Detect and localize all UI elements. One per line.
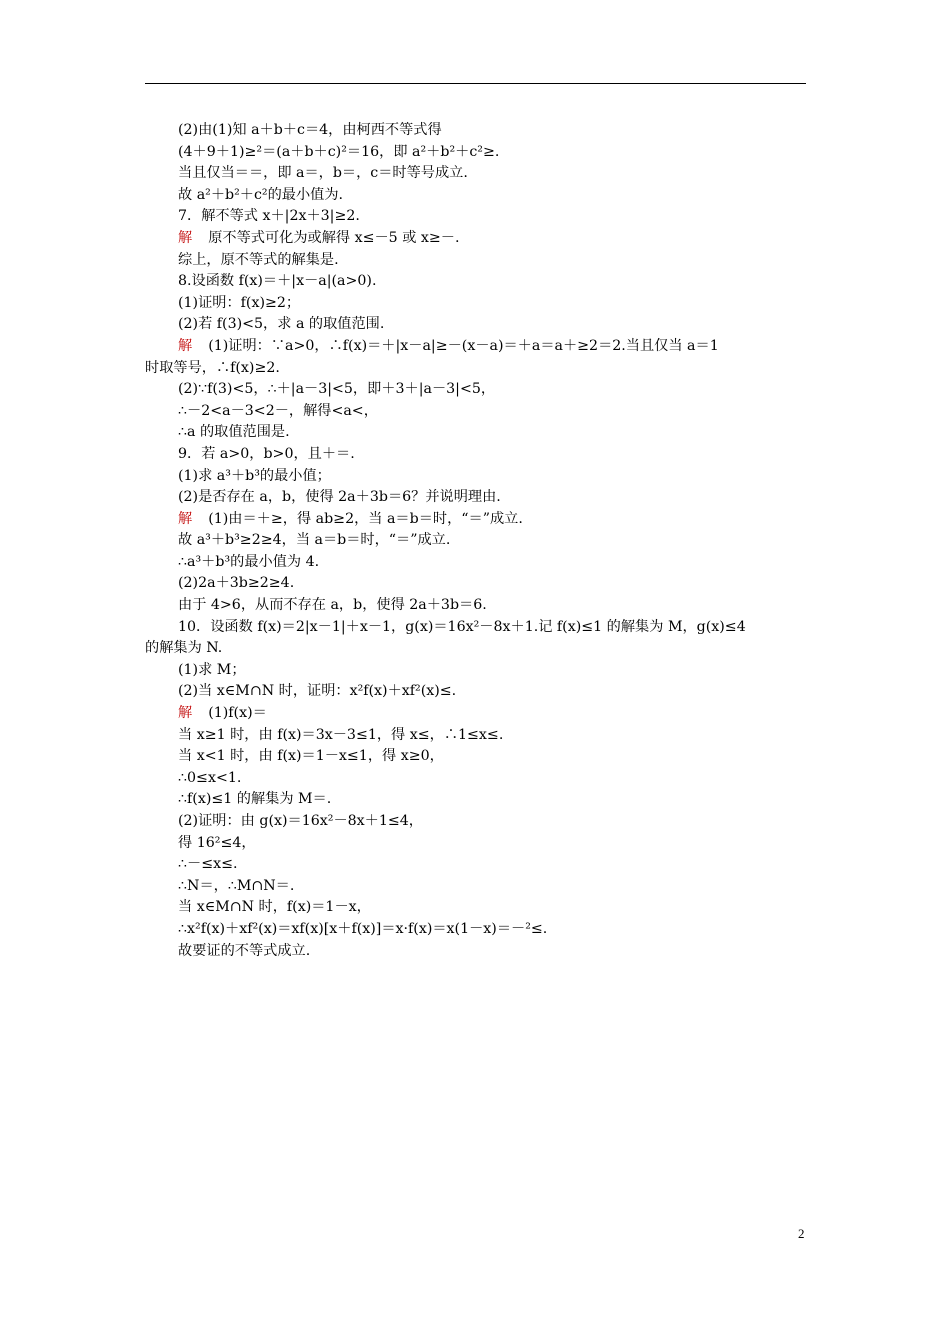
text-line: [145, 487, 806, 509]
text-line: [145, 509, 806, 531]
line-text: ∴N＝，∴M∩N＝.: [178, 877, 295, 894]
text-line: [145, 595, 806, 617]
text-line: [145, 250, 806, 272]
text-line: [145, 617, 806, 639]
line-text: 当且仅当＝＝，即 a＝，b＝，c＝时等号成立.: [178, 165, 468, 182]
text-line: [145, 681, 806, 703]
solution-marker: 解: [178, 705, 193, 722]
line-text: ∴0≤x<1.: [178, 769, 242, 786]
text-line: [145, 660, 806, 682]
line-text: 原不等式可化为或解得 x≤－5 或 x≥－.: [208, 229, 460, 246]
page-number: 2: [798, 1226, 805, 1241]
text-line: [145, 379, 806, 401]
line-text: 9．若 a>0，b>0，且＋＝.: [178, 445, 355, 462]
document-body: [145, 120, 806, 962]
line-text: 当 x≥1 时，由 f(x)＝3x－3≤1，得 x≤，∴1≤x≤.: [178, 726, 504, 743]
text-line: [145, 314, 806, 336]
solution-marker: 解: [178, 229, 193, 246]
line-text: 8.设函数 f(x)＝＋|x－a|(a>0).: [178, 273, 377, 290]
solution-marker: 解: [178, 337, 193, 354]
text-line: [145, 163, 806, 185]
line-text: (1)证明：f(x)≥2；: [178, 294, 301, 311]
text-line: [145, 185, 806, 207]
text-line: [145, 358, 806, 380]
line-text: (1)求 a³＋b³的最小值；: [178, 467, 331, 484]
text-line: [145, 142, 806, 164]
line-text: (2)证明：由 g(x)＝16x²－8x＋1≤4，: [178, 813, 423, 829]
text-line: [145, 725, 806, 747]
text-line: [145, 703, 806, 725]
line-text: (2)是否存在 a，b，使得 2a＋3b＝6？并说明理由.: [178, 489, 501, 506]
header-rule: [145, 83, 806, 84]
line-text: 的解集为 N.: [145, 640, 223, 657]
line-text: ∴a³＋b³的最小值为 4.: [178, 553, 320, 570]
line-text: (4＋9＋1)≥²＝(a＋b＋c)²＝16，即 a²＋b²＋c²≥.: [178, 143, 500, 160]
line-text: (1)求 M；: [178, 661, 246, 678]
line-text: 当 x<1 时，由 f(x)＝1－x≤1，得 x≥0，: [178, 748, 444, 765]
line-text: 故 a²＋b²＋c²的最小值为.: [178, 186, 344, 203]
line-text: 时取等号，∴f(x)≥2.: [145, 359, 280, 376]
line-text: 由于 4>6，从而不存在 a，b，使得 2a＋3b＝6.: [178, 597, 487, 614]
line-text: (2)若 f(3)<5，求 a 的取值范围.: [178, 316, 385, 333]
line-text: (1)证明：∵a>0，∴f(x)＝＋|x－a|≥－(x－a)＝＋a＝a＋≥2＝2.当且仅当 a＝1: [208, 337, 719, 354]
text-line: [145, 811, 806, 833]
text-line: [145, 466, 806, 488]
line-text: ∴－2<a－3<2－，解得<a<，: [178, 402, 378, 419]
text-line: [145, 833, 806, 855]
text-line: [145, 552, 806, 574]
line-text: (2)由(1)知 a＋b＋c＝4，由柯西不等式得: [178, 122, 442, 138]
text-line: [145, 897, 806, 919]
text-line: [145, 638, 806, 660]
line-text: 故 a³＋b³≥2≥4，当 a＝b＝时，“＝”成立.: [178, 532, 451, 549]
line-text: ∴－≤x≤.: [178, 856, 238, 873]
text-line: [145, 789, 806, 811]
solution-marker: 解: [178, 510, 193, 527]
line-text: (1)f(x)＝: [208, 705, 267, 722]
text-line: [145, 120, 806, 142]
line-text: 综上，原不等式的解集是.: [178, 251, 339, 268]
text-line: [145, 206, 806, 228]
text-line: [145, 401, 806, 423]
text-line: [145, 854, 806, 876]
text-line: [145, 941, 806, 963]
text-line: [145, 768, 806, 790]
line-text: (1)由＝＋≥，得 ab≥2，当 a＝b＝时，“＝”成立.: [208, 510, 523, 527]
text-line: [145, 271, 806, 293]
line-text: (2)2a＋3b≥2≥4.: [178, 575, 295, 592]
line-text: ∴f(x)≤1 的解集为 M＝.: [178, 791, 332, 808]
line-text: (2)∵f(3)<5，∴＋|a－3|<5，即＋3＋|a－3|<5，: [178, 381, 496, 398]
text-line: [145, 876, 806, 898]
line-text: 10．设函数 f(x)＝2|x－1|＋x－1，g(x)＝16x²－8x＋1.记 f(x)≤1 的解集为 M，g(x)≤4: [178, 618, 746, 635]
text-line: [145, 573, 806, 595]
line-text: 故要证的不等式成立.: [178, 942, 311, 959]
line-text: ∴x²f(x)＋xf²(x)＝xf(x)[x＋f(x)]＝x·f(x)＝x(1－x)＝－²≤.: [178, 920, 548, 937]
text-line: [145, 293, 806, 315]
line-text: ∴a 的取值范围是.: [178, 424, 290, 441]
line-text: 当 x∈M∩N 时，f(x)＝1－x，: [178, 899, 371, 916]
text-line: [145, 422, 806, 444]
text-line: [145, 530, 806, 552]
text-line: [145, 228, 806, 250]
line-text: (2)当 x∈M∩N 时，证明：x²f(x)＋xf²(x)≤.: [178, 683, 457, 700]
text-line: [145, 444, 806, 466]
text-line: [145, 746, 806, 768]
text-line: [145, 336, 806, 358]
line-text: 得 16²≤4，: [178, 834, 256, 851]
line-text: 7．解不等式 x＋|2x＋3|≥2.: [178, 208, 360, 225]
text-line: [145, 919, 806, 941]
